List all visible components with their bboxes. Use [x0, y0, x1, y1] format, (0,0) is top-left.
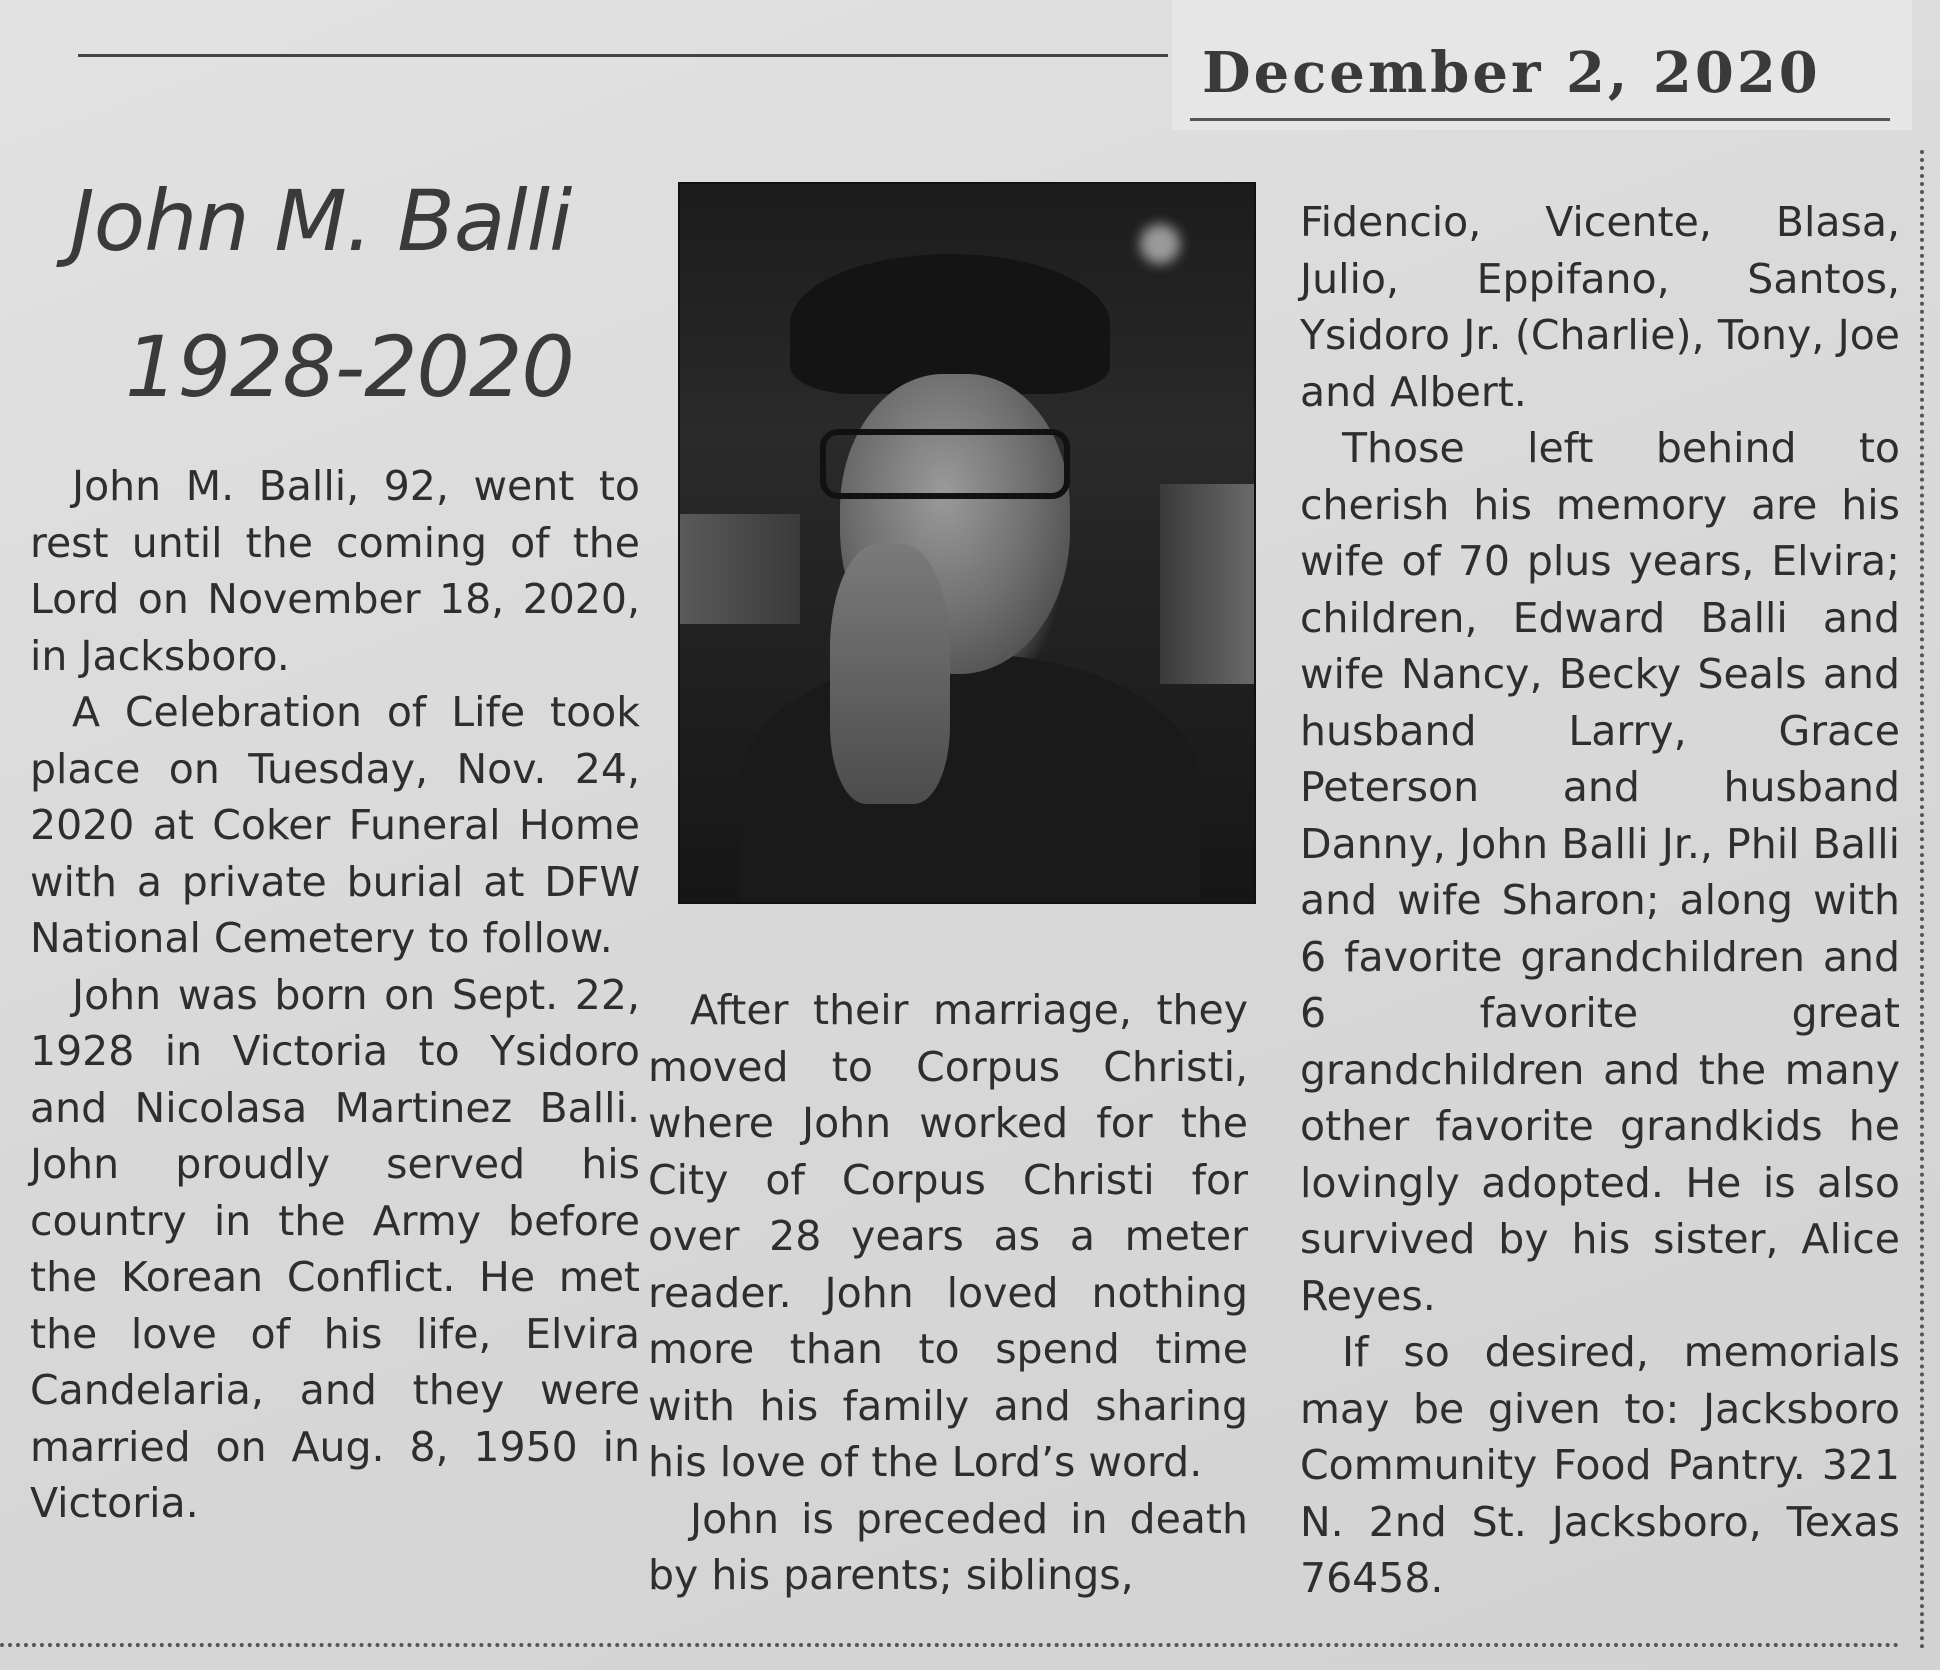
paragraph-preceded-in-death: John is preceded in death by his parents; siblings, [648, 1494, 1248, 1599]
publication-date: December 2, 2020 [1202, 40, 1821, 106]
photo-light-spot [1140, 224, 1180, 264]
right-dotted-border [1920, 150, 1924, 1650]
bottom-dotted-border [0, 1643, 1900, 1647]
date-underline [1190, 118, 1890, 121]
date-banner [1172, 0, 1912, 130]
paragraph-siblings-continued: Fidencio, Vicente, Blasa, Julio, Eppifano, Santos, Ysidoro Jr. (Charlie), Tony, Joe and Albert. [1300, 198, 1900, 416]
text-column-3 [1300, 194, 1900, 1607]
paragraph-birth-and-marriage: John was born on Sept. 22, 1928 in Victoria to Ysidoro and Nicolasa Martinez Balli. John proudly served his country in the Army before the Korean Conflict. He met the love of his life, Elvira Candelaria, and they were married on Aug. 8, 1950 in Victoria. [30, 970, 640, 1527]
paragraph-survivors: Those left behind to cherish his memory are his wife of 70 plus years, Elvira; children, Edward Balli and wife Nancy, Becky Seals and husband Larry, Grace Peterson and husband Danny, John Balli Jr., Phil Balli and wife Sharon; along with 6 favorite grandchildren and 6 favorite great grandchildren and the many other favorite grandkids he lovingly adopted. He is also survived by his sister, Alice Reyes. [1300, 424, 1900, 1320]
obituary-name-heading: John M. Balli [70, 172, 572, 270]
paragraph-celebration: A Celebration of Life took place on Tuesday, Nov. 24, 2020 at Coker Funeral Home with a private burial at DFW National Cemetery to follow. [30, 688, 640, 962]
paragraph-death-notice: John M. Balli, 92, went to rest until the coming of the Lord on November 18, 2020, in Jacksboro. [30, 462, 640, 680]
photo-glasses [820, 429, 1070, 499]
paragraph-memorials: If so desired, memorials may be given to: Jacksboro Community Food Pantry. 321 N. 2nd St. Jacksboro, Texas 76458. [1300, 1328, 1900, 1602]
obituary-years-heading: 1928-2020 [125, 318, 574, 416]
photo-cap [790, 254, 1110, 394]
photo-hand [830, 544, 950, 804]
text-column-2 [648, 982, 1248, 1604]
portrait-photo [678, 182, 1256, 904]
photo-background-light [680, 514, 800, 624]
paragraph-career: After their marriage, they moved to Corpus Christi, where John worked for the City of Corpus Christi for over 28 years as a meter reader. John loved nothing more than to spend time with his family and sharing his love of the Lord’s word. [648, 986, 1248, 1486]
photo-jacket [740, 654, 1200, 904]
photo-background-light-right [1160, 484, 1254, 684]
top-rule [78, 54, 1168, 57]
text-column-1 [30, 458, 640, 1532]
